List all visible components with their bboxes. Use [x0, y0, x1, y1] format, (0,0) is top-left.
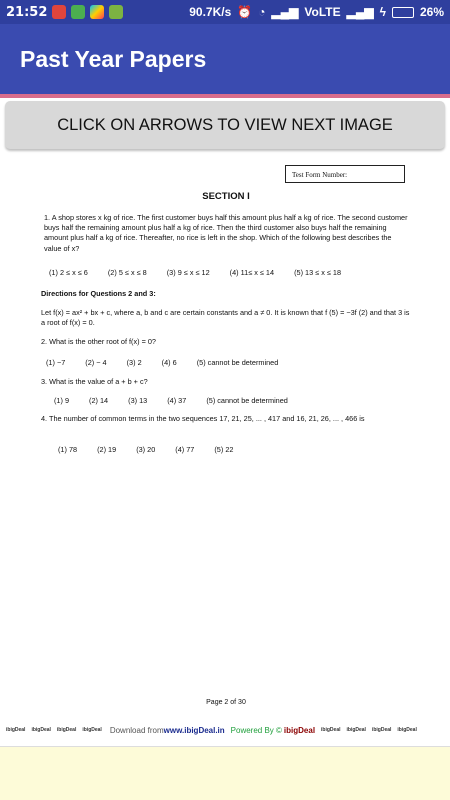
signal-icon: ▂▄▆	[271, 5, 299, 19]
section-heading: SECTION I	[202, 191, 250, 202]
question-3: 3. What is the value of a + b + c?	[41, 377, 148, 386]
question-2: 2. What is the other root of f(x) = 0?	[41, 337, 156, 346]
signal-icon-2: ▂▄▆	[346, 5, 374, 19]
q3-option-2: (2) 14	[89, 396, 109, 405]
status-bar	[0, 0, 450, 24]
footer-brand-8: ibigDeal	[397, 727, 417, 733]
q3-option-1: (1) 9	[54, 396, 70, 405]
function-definition: Let f(x) = ax² + bx + c, where a, b and c are certain constants and a ≠ 0. It is known that f (5) = −3f (2) and that 3 is a root of f(x) = 0.	[41, 308, 410, 328]
paper-footer	[0, 722, 450, 738]
question-2-options	[46, 358, 296, 368]
q2-option-5: (5) cannot be determined	[196, 358, 279, 367]
footer-brand-2: ibigDeal	[31, 727, 51, 733]
network-speed: 90.7K/s	[189, 5, 232, 19]
footer-url: www.ibigDeal.in	[163, 725, 225, 735]
footer-powered-text: Powered By ©	[230, 725, 282, 735]
q4-option-3: (3) 20	[136, 445, 156, 454]
question-3-options	[54, 396, 306, 406]
alarm-icon: ⏰	[237, 5, 253, 19]
q2-option-2: (2) − 4	[85, 358, 107, 367]
q2-option-4: (4) 6	[161, 358, 177, 367]
battery-icon	[392, 7, 414, 18]
footer-brand-5: ibigDeal	[321, 727, 341, 733]
status-time: 21:52	[6, 4, 48, 20]
q2-option-1: (1) −7	[46, 358, 66, 367]
app-bar	[0, 24, 450, 94]
test-form-number-box	[285, 165, 405, 183]
q4-option-4: (4) 77	[175, 445, 195, 454]
play-store-icon	[90, 5, 104, 19]
footer-brand-1: ibigDeal	[6, 727, 26, 733]
q3-option-3: (3) 13	[128, 396, 148, 405]
q3-option-4: (4) 37	[167, 396, 187, 405]
battery-percent: 26%	[419, 5, 444, 19]
q1-option-1: (1) 2 ≤ x ≤ 6	[49, 268, 88, 277]
question-paper-page	[36, 158, 416, 738]
footer-brand-7: ibigDeal	[371, 727, 392, 733]
notification-icon-green	[71, 5, 85, 19]
q4-option-2: (2) 19	[97, 445, 117, 454]
question-4: 4. The number of common terms in the two sequences 17, 21, 25, ... , 417 and 16, 21, 26, ... , 466 is	[41, 414, 365, 423]
footer-brand-4: ibigDeal	[82, 727, 102, 733]
q4-option-1: (1) 78	[58, 445, 78, 454]
footer-logo: ibigDeal	[283, 725, 316, 735]
question-1: 1. A shop stores x kg of rice. The first customer buys half this amount plus half a kg of rice. The second customer buys half the remaining amount plus half a kg of rice. Then the third customer also buys half the remaining amount plus half a kg of rice. Thereafter, no rice is left in the shop. Which of the following best describes the value of x?	[44, 213, 408, 253]
page-number: Page 2 of 30	[206, 699, 246, 706]
q3-option-5: (5) cannot be determined	[206, 396, 288, 405]
question-1-options	[49, 268, 409, 278]
directions-heading: Directions for Questions 2 and 3:	[41, 289, 156, 298]
charging-icon: ϟ	[379, 5, 386, 19]
q1-option-5: (5) 13 ≤ x ≤ 18	[294, 268, 342, 277]
q1-option-3: (3) 9 ≤ x ≤ 12	[166, 268, 210, 277]
question-4-options	[58, 445, 251, 455]
notification-icon-red	[52, 5, 66, 19]
image-icon	[109, 5, 123, 19]
carrier-label: VoLTE	[304, 5, 341, 19]
image-viewer[interactable]	[0, 98, 450, 747]
q4-option-5: (5) 22	[214, 445, 234, 454]
q1-option-2: (2) 5 ≤ x ≤ 8	[107, 268, 147, 277]
page-edge-left	[4, 156, 12, 736]
page-edge-right	[436, 156, 444, 736]
test-form-label: Test Form Number:	[292, 171, 348, 179]
wifi-icon: ◔	[258, 5, 266, 19]
footer-brand-6: ibigDeal	[346, 727, 366, 733]
footer-brand-3: ibigDeal	[56, 727, 77, 733]
q1-option-4: (4) 11≤ x ≤ 14	[229, 268, 275, 277]
next-image-button[interactable]	[5, 101, 445, 149]
page-title: Past Year Papers	[20, 46, 207, 72]
q2-option-3: (3) 2	[126, 358, 142, 367]
next-image-label: CLICK ON ARROWS TO VIEW NEXT IMAGE	[57, 115, 393, 134]
footer-download-text: Download from	[109, 725, 164, 735]
